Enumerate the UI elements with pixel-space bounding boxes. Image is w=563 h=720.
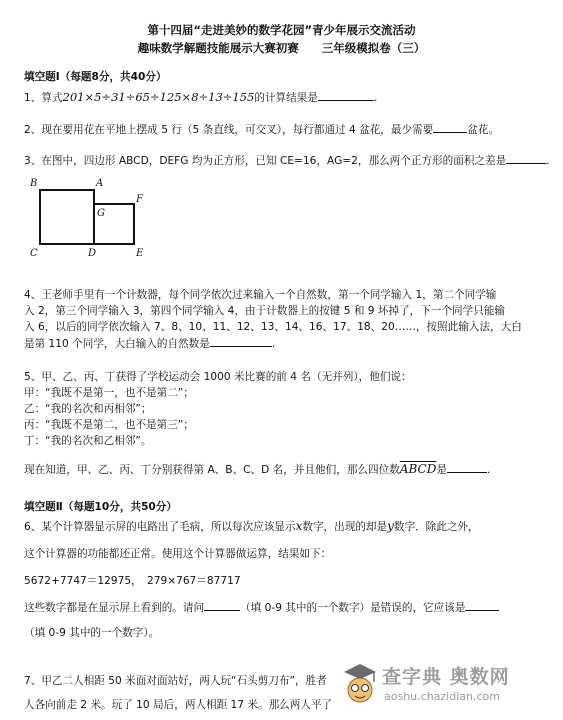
question-1: 1、算式201×5÷31÷65÷125×8÷13÷155的计算结果是 . <box>24 90 378 104</box>
question-6-line1 <box>24 519 479 534</box>
question-2 <box>24 122 499 137</box>
mascot-logo-icon <box>340 660 380 710</box>
question-4-line1: 4、王老师手里有一个计数器，每个同学依次过来输入一个自然数，第一个同学输入 1，第二个同学输 <box>24 289 497 301</box>
q5-line6-suffix: 是 <box>436 464 447 476</box>
watermark-url: aoshu.chazidian.com <box>384 690 500 703</box>
q5-abcd: ABCD <box>399 462 437 476</box>
exam-title-line1: 第十四届“走进美妙的数学花园”青少年展示交流活动 <box>147 23 416 37</box>
question-4-line2: 入 2，第三个同学输入 3，第四个同学输入 4，由于计数器上的按键 5 和 9 坏掉了，下一个同学只能输 <box>24 305 506 317</box>
q6-wrong-digit-blank[interactable] <box>204 600 240 611</box>
question-5-line3: 乙：“我的名次和丙相邻”； <box>24 403 152 415</box>
label-a: A <box>96 178 104 189</box>
question-6-line2: 这个计算器的功能都还正常。使用这个计算器做运算，结果如下： <box>24 548 332 560</box>
q2-text: 2、现在要用花在平地上摆成 5 行（5 条直线，可交叉），每行都通过 4 盆花，最少需要 <box>24 124 434 136</box>
question-5-line2: 甲：“我既不是第一，也不是第二”； <box>24 387 194 399</box>
q6-correct-digit-blank[interactable] <box>465 600 499 611</box>
question-5-line1: 5、甲、乙、丙、丁获得了学校运动会 1000 米比赛的前 4 名（无并列），他们说： <box>24 371 412 383</box>
question-6-line4 <box>24 600 499 615</box>
section1-heading: 填空题Ⅰ（每题8分，共40分） <box>24 71 167 83</box>
q6-line4-b: （填 0-9 其中的一个数字）是错误的，它应该是 <box>240 602 466 614</box>
label-b: B <box>30 178 38 189</box>
q4-line4-text: 是第 110 个同学，大白输入的自然数是 <box>24 338 210 350</box>
q3-text: 3、在图中，四边形 ABCD，DEFG 均为正方形，已知 CE=16，AG=2，那么两个正方形的面积之差是 <box>24 155 507 167</box>
q6-line1-a: 6、某个计算器显示屏的电路出了毛病，所以每次应该显示 <box>24 521 296 533</box>
question-5-line4: 丙：“我既不是第二，也不是第三”； <box>24 419 194 431</box>
q1-answer-blank[interactable] <box>318 90 374 101</box>
watermark-brand: 查字典 奥数网 <box>382 666 510 688</box>
section2-heading: 填空题Ⅱ（每题10分，共50分） <box>24 501 177 513</box>
question-6-line5: （填 0-9 其中的一个数字）。 <box>24 627 160 639</box>
label-g: G <box>97 208 105 219</box>
question-4-line3: 入 6，以后的同学依次输入 7、8、10、11、12、13、14、16、17、18、20……，按照此输入法，大白 <box>24 321 522 333</box>
q6-line1-c: 数字．除此之外， <box>393 521 479 533</box>
question-3: 3、在图中，四边形 ABCD，DEFG 均为正方形，已知 CE=16，AG=2，那么两个正方形的面积之差是 . <box>24 155 550 167</box>
label-f: F <box>136 194 143 205</box>
q6-line4-a: 这些数字都是在显示屏上看到的。请问 <box>24 602 205 614</box>
exam-title-line2: 趣味数学解题技能展示大赛初赛 三年级模拟卷（三） <box>137 41 426 55</box>
question-6-line3: 5672+7747＝12975， 279×767＝87717 <box>24 575 241 587</box>
q6-y: y <box>387 519 394 533</box>
question-4-line4: 是第 110 个同学，大白输入的自然数是 . <box>24 338 276 350</box>
q2-answer-blank[interactable] <box>433 122 467 133</box>
q1-prefix: 1、算式 <box>24 92 63 104</box>
q1-suffix: 的计算结果是 <box>254 92 318 104</box>
question-5-line6: 现在知道，甲、乙、丙、丁分别获得第 A、B、C、D 名，并且他们，那么四位数ABCD是 . <box>24 462 491 476</box>
label-d: D <box>88 248 97 259</box>
q4-answer-blank[interactable] <box>210 336 272 347</box>
question-7-line2: 人各向前走 2 米。玩了 10 局后，两人相距 17 米。那么两人平了 <box>24 699 333 711</box>
q3-answer-blank[interactable] <box>506 153 546 164</box>
label-e: E <box>136 248 144 259</box>
square-abcd <box>40 190 94 244</box>
q1-expression: 201×5÷31÷65÷125×8÷13÷155 <box>62 90 255 104</box>
q5-answer-blank[interactable] <box>447 462 487 473</box>
watermark <box>340 658 560 718</box>
q6-line1-b: 数字，出现的却是 <box>302 521 388 533</box>
q2-suffix: 盆花。 <box>467 124 500 136</box>
label-c: C <box>30 248 38 259</box>
question-5-line5: 丁：“我的名次和乙相邻”。 <box>24 435 152 447</box>
q5-line6-text: 现在知道，甲、乙、丙、丁分别获得第 A、B、C、D 名，并且他们，那么四位数 <box>24 464 400 476</box>
question-7-line1: 7、甲乙二人相距 50 米面对面站好，两人玩“石头剪刀布”，胜者 <box>24 675 327 687</box>
squares-figure <box>26 176 156 262</box>
q6-x: x <box>295 519 303 533</box>
